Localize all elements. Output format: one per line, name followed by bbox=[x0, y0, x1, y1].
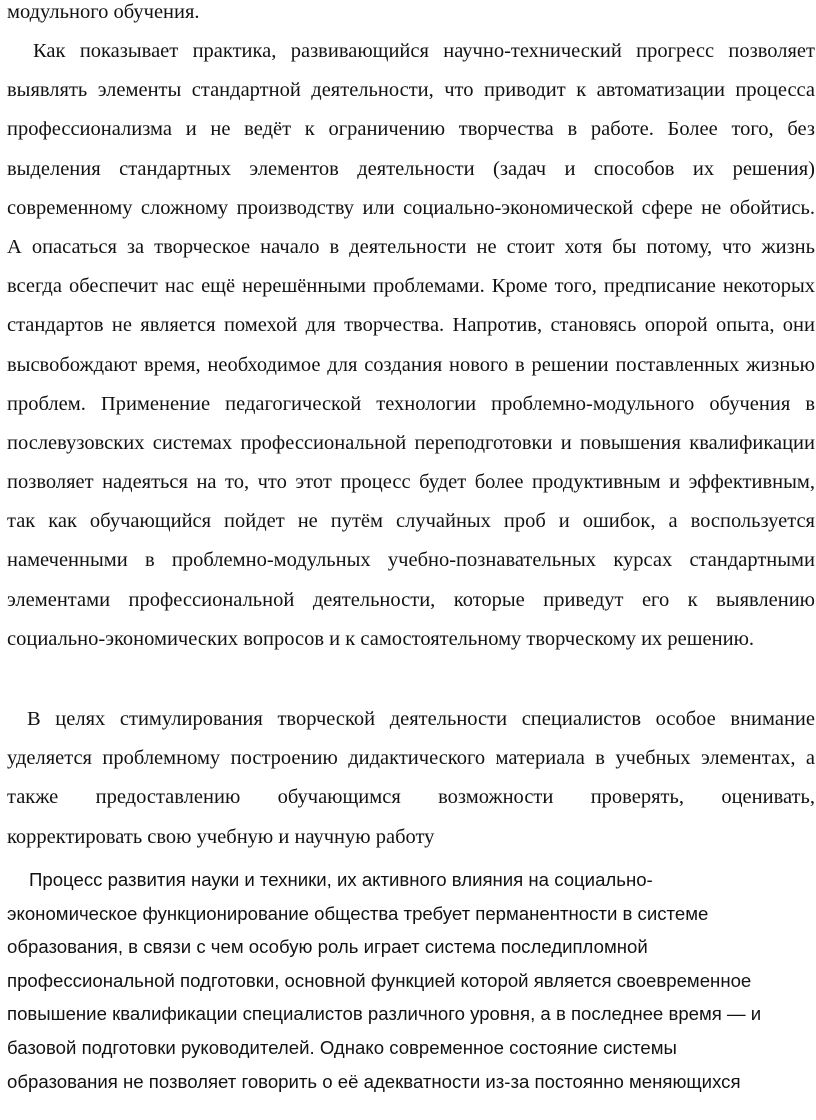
text-line: модульного обучения. bbox=[7, 1, 200, 23]
text-line: элементами профессиональной деятельности, которые приведут его к выявлению bbox=[7, 588, 815, 611]
text-line: позволяет надеяться на то, что этот процесс будет более продуктивным и эффективным, bbox=[7, 471, 815, 494]
text-line: повышение квалификации специалистов различного уровня, а в последнее время — и bbox=[7, 1003, 762, 1025]
text-line: всегда обеспечит нас ещё нерешёнными проблемами. Кроме того, предписание некоторых bbox=[7, 275, 815, 298]
text-line: также предоставлению обучающимся возможности проверять, оценивать, bbox=[7, 786, 815, 809]
paragraph-stimulation bbox=[7, 700, 815, 857]
text-line: так как обучающийся пойдет не путём случайных проб и ошибок, а воспользуется bbox=[7, 510, 815, 533]
text-line: профессионализма и не ведёт к ограничению творчества в работе. Более того, без bbox=[7, 118, 815, 141]
text-line: корректировать свою учебную и научную работу bbox=[7, 825, 435, 848]
text-line: современному сложному производству или социально-экономической сфере не обойтись. bbox=[7, 196, 815, 219]
text-line: стандартов не является помехой для творчества. Напротив, становясь опорой опыта, они bbox=[7, 314, 815, 337]
text-line: выявлять элементы стандартной деятельности, что приводит к автоматизации процесса bbox=[7, 79, 815, 102]
paragraph-continuation bbox=[7, 0, 815, 32]
text-line: Как показывает практика, развивающийся научно-технический прогресс позволяет bbox=[33, 40, 815, 62]
text-line: высвобождают время, необходимое для создания нового в решении поставленных жизнью bbox=[7, 353, 815, 376]
text-line: А опасаться за творческое начало в деятельности не стоит хотя бы потому, что жизнь bbox=[7, 235, 815, 258]
text-line: социально-экономических вопросов и к самостоятельному творческому их решению. bbox=[7, 627, 755, 650]
text-line: намеченными в проблемно-модульных учебно-познавательных курсах стандартными bbox=[7, 549, 815, 572]
paragraph-development bbox=[7, 863, 815, 1098]
text-line: профессиональной подготовки, основной функцией которой является своевременное bbox=[7, 969, 752, 991]
text-line: образования не позволяет говорить о её адекватности из-за постоянно меняющихся bbox=[7, 1070, 741, 1092]
text-line: В целях стимулирования творческой деятельности специалистов особое внимание bbox=[27, 708, 815, 730]
text-line: уделяется проблемному построению дидактического материала в учебных элементах, а bbox=[7, 747, 815, 770]
text-line: экономическое функционирование общества требует перманентности в системе bbox=[7, 902, 709, 924]
text-line: выделения стандартных элементов деятельности (задач и способов их решения) bbox=[7, 157, 815, 180]
paragraph-practice bbox=[7, 32, 815, 659]
text-line: Процесс развития науки и техники, их активного влияния на социально- bbox=[29, 869, 653, 890]
text-line: базовой подготовки руководителей. Однако современное состояние системы bbox=[7, 1036, 677, 1058]
text-line: проблем. Применение педагогической технологии проблемно-модульного обучения в bbox=[7, 392, 815, 415]
text-line: послевузовских системах профессиональной переподготовки и повышения квалификации bbox=[7, 431, 815, 454]
text-line: образования, в связи с чем особую роль играет система последипломной bbox=[7, 936, 648, 958]
